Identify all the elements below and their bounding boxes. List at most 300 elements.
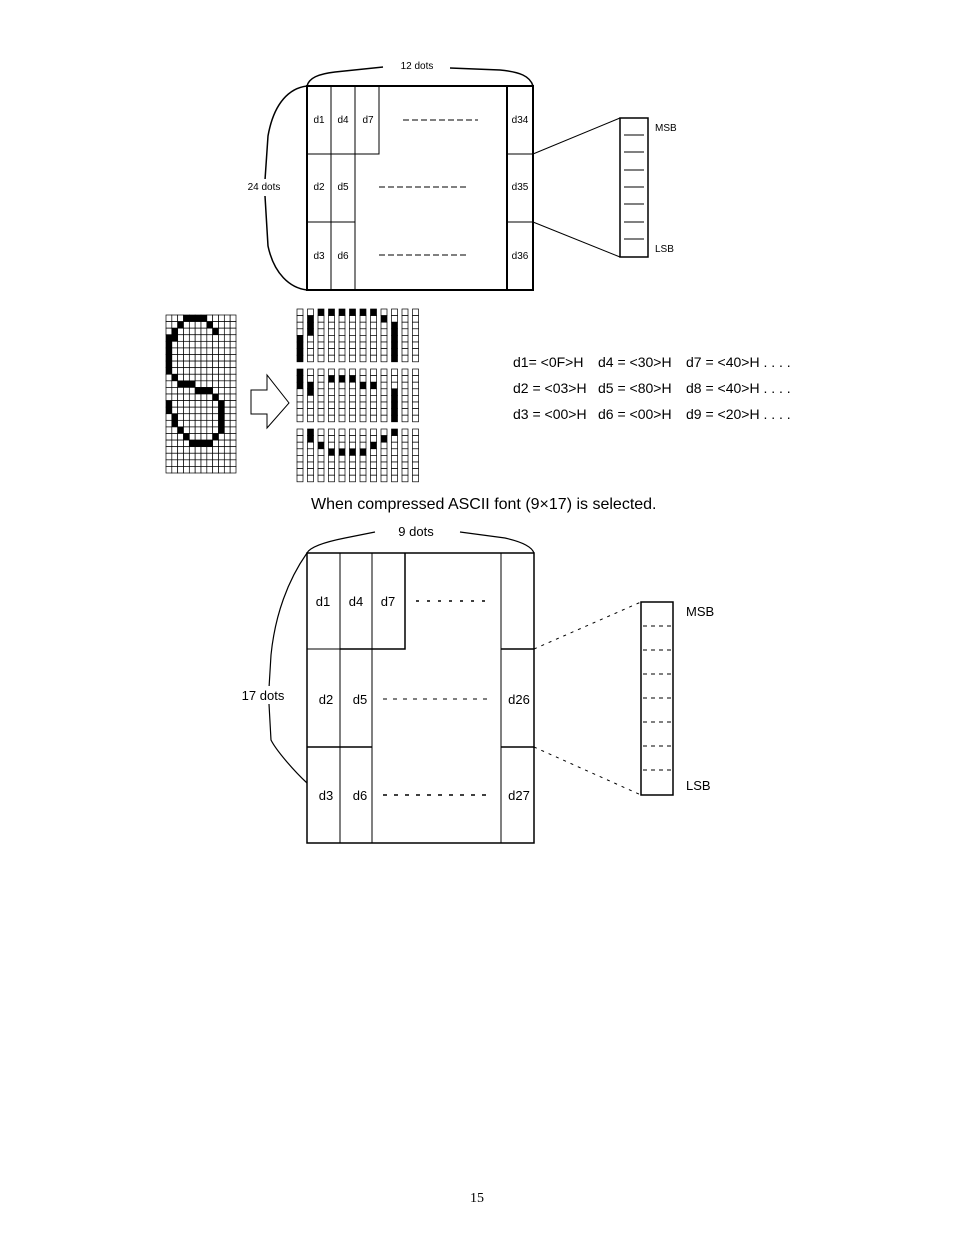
- byte-bit: [318, 409, 324, 416]
- byte-bit: [413, 402, 419, 409]
- matrix-dot: [201, 440, 207, 447]
- matrix-dot: [219, 447, 225, 454]
- matrix-dot: [189, 394, 195, 401]
- byte-bit: [360, 469, 366, 476]
- matrix-dot: [184, 381, 190, 388]
- matrix-dot: [189, 374, 195, 381]
- matrix-dot: [166, 374, 172, 381]
- matrix-dot: [195, 374, 201, 381]
- byte-bit: [318, 316, 324, 323]
- matrix-dot: [213, 466, 219, 473]
- matrix-dot: [201, 453, 207, 460]
- byte-bit: [402, 316, 408, 323]
- byte-bit: [392, 429, 398, 436]
- matrix-dot: [201, 420, 207, 427]
- cell-label: d3: [313, 251, 325, 262]
- byte-bit: [381, 455, 387, 462]
- byte-bit: [360, 429, 366, 436]
- matrix-dot: [213, 374, 219, 381]
- byte-bit: [329, 382, 335, 389]
- byte-bit: [371, 475, 377, 482]
- matrix-dot: [224, 414, 230, 421]
- byte-bit: [402, 342, 408, 349]
- byte-bit: [339, 469, 345, 476]
- matrix-dot: [207, 368, 213, 375]
- matrix-dot: [201, 315, 207, 322]
- byte-bit: [360, 402, 366, 409]
- byte-bit: [381, 449, 387, 456]
- byte-bit: [392, 389, 398, 396]
- byte-bit: [413, 436, 419, 443]
- byte-bit: [413, 369, 419, 376]
- matrix-dot: [230, 322, 236, 329]
- byte-bit: [329, 349, 335, 356]
- matrix-dot: [178, 420, 184, 427]
- matrix-dot: [207, 453, 213, 460]
- byte-bit: [392, 342, 398, 349]
- matrix-dot: [207, 440, 213, 447]
- glyph-frame: [307, 553, 534, 843]
- matrix-dot: [201, 374, 207, 381]
- byte-bit: [308, 402, 314, 409]
- byte-bit: [413, 349, 419, 356]
- byte-bit: [392, 436, 398, 443]
- byte-bit: [329, 475, 335, 482]
- matrix-dot: [184, 361, 190, 368]
- byte-bit: [339, 369, 345, 376]
- byte-bit: [381, 329, 387, 336]
- matrix-dot: [213, 341, 219, 348]
- matrix-dot: [166, 348, 172, 355]
- matrix-dot: [178, 381, 184, 388]
- matrix-dot: [201, 355, 207, 362]
- byte-bit: [297, 369, 303, 376]
- byte-bit: [329, 455, 335, 462]
- matrix-dot: [207, 315, 213, 322]
- byte-bit: [308, 316, 314, 323]
- byte-bit: [329, 429, 335, 436]
- matrix-dot: [166, 381, 172, 388]
- byte-bit: [329, 335, 335, 342]
- matrix-dot: [230, 315, 236, 322]
- byte-bit: [381, 402, 387, 409]
- byte-bit: [360, 335, 366, 342]
- matrix-dot: [213, 453, 219, 460]
- byte-bit: [360, 329, 366, 336]
- byte-bit: [402, 395, 408, 402]
- byte-bit: [413, 309, 419, 316]
- byte-bit: [360, 309, 366, 316]
- byte-bit: [318, 455, 324, 462]
- matrix-dot: [189, 407, 195, 414]
- byte-bit: [392, 442, 398, 449]
- byte-bit: [350, 355, 356, 362]
- equation: d6 = <00>H: [598, 406, 672, 422]
- matrix-dot: [178, 401, 184, 408]
- matrix-dot: [213, 414, 219, 421]
- byte-bit: [329, 309, 335, 316]
- byte-bit: [318, 402, 324, 409]
- matrix-dot: [230, 361, 236, 368]
- byte-bit: [381, 436, 387, 443]
- byte-bit: [381, 335, 387, 342]
- matrix-dot: [189, 427, 195, 434]
- byte-bit: [381, 376, 387, 383]
- byte-bit: [308, 442, 314, 449]
- byte-bit: [381, 349, 387, 356]
- byte-bit: [339, 475, 345, 482]
- byte-bit: [413, 455, 419, 462]
- byte-bit: [297, 389, 303, 396]
- byte-bit: [308, 349, 314, 356]
- byte-bit: [360, 316, 366, 323]
- byte-bit: [318, 415, 324, 422]
- byte-bit: [392, 395, 398, 402]
- matrix-dot: [178, 368, 184, 375]
- matrix-dot: [201, 335, 207, 342]
- byte-bit: [360, 455, 366, 462]
- matrix-dot: [224, 368, 230, 375]
- byte-bit: [371, 449, 377, 456]
- matrix-dot: [219, 335, 225, 342]
- byte-bit: [371, 369, 377, 376]
- byte-bit: [329, 462, 335, 469]
- byte-bit: [360, 389, 366, 396]
- byte-bit: [318, 395, 324, 402]
- byte-bit: [339, 329, 345, 336]
- byte-bit: [329, 316, 335, 323]
- byte-bit: [308, 376, 314, 383]
- matrix-dot: [166, 453, 172, 460]
- matrix-dot: [219, 322, 225, 329]
- matrix-dot: [195, 407, 201, 414]
- byte-bit: [318, 376, 324, 383]
- byte-bit: [413, 389, 419, 396]
- matrix-dot: [166, 328, 172, 335]
- byte-bit: [339, 342, 345, 349]
- matrix-dot: [230, 394, 236, 401]
- byte-bit: [413, 342, 419, 349]
- byte-bit: [360, 436, 366, 443]
- byte-bit: [318, 462, 324, 469]
- byte-bit: [350, 436, 356, 443]
- matrix-dot: [201, 407, 207, 414]
- matrix-dot: [219, 427, 225, 434]
- byte-bit: [413, 395, 419, 402]
- matrix-dot: [166, 414, 172, 421]
- matrix-dot: [195, 315, 201, 322]
- matrix-dot: [230, 466, 236, 473]
- byte-bit: [350, 395, 356, 402]
- matrix-dot: [224, 381, 230, 388]
- matrix-dot: [166, 460, 172, 467]
- equation: d2 = <03>H: [513, 380, 587, 396]
- matrix-dot: [195, 361, 201, 368]
- matrix-dot: [172, 328, 178, 335]
- byte-bit: [297, 355, 303, 362]
- matrix-dot: [207, 348, 213, 355]
- byte-bit: [402, 402, 408, 409]
- matrix-dot: [230, 427, 236, 434]
- byte-bit: [392, 335, 398, 342]
- byte-bit: [381, 442, 387, 449]
- matrix-dot: [172, 414, 178, 421]
- matrix-dot: [219, 460, 225, 467]
- byte-bit: [413, 382, 419, 389]
- matrix-dot: [224, 361, 230, 368]
- byte-bit: [413, 335, 419, 342]
- matrix-dot: [184, 427, 190, 434]
- matrix-dot: [207, 322, 213, 329]
- matrix-dot: [184, 355, 190, 362]
- matrix-dot: [213, 335, 219, 342]
- byte-bit: [381, 322, 387, 329]
- matrix-dot: [207, 414, 213, 421]
- byte-bit: [392, 455, 398, 462]
- matrix-dot: [195, 341, 201, 348]
- matrix-dot: [224, 315, 230, 322]
- letter-matrix: [166, 315, 236, 473]
- matrix-dot: [219, 341, 225, 348]
- byte-bit: [350, 462, 356, 469]
- byte-bit: [371, 436, 377, 443]
- byte-bit: [308, 355, 314, 362]
- byte-bit: [371, 429, 377, 436]
- lsb-label: LSB: [655, 244, 674, 255]
- byte-bit: [360, 322, 366, 329]
- matrix-dot: [178, 427, 184, 434]
- matrix-dot: [195, 434, 201, 441]
- byte-bit: [297, 309, 303, 316]
- byte-bit: [308, 389, 314, 396]
- byte-bit: [297, 322, 303, 329]
- byte-bit: [371, 462, 377, 469]
- matrix-dot: [224, 374, 230, 381]
- byte-bit: [350, 382, 356, 389]
- matrix-dot: [224, 420, 230, 427]
- byte-bit: [402, 469, 408, 476]
- byte-bit: [318, 355, 324, 362]
- byte-columns: [297, 309, 419, 482]
- matrix-dot: [172, 453, 178, 460]
- cell-label: d5: [337, 182, 349, 193]
- matrix-dot: [201, 381, 207, 388]
- matrix-dot: [219, 440, 225, 447]
- byte-bit: [392, 355, 398, 362]
- byte-bit: [413, 355, 419, 362]
- matrix-dot: [207, 420, 213, 427]
- matrix-dot: [172, 460, 178, 467]
- matrix-dot: [172, 434, 178, 441]
- matrix-dot: [201, 394, 207, 401]
- matrix-dot: [195, 322, 201, 329]
- byte-bit: [371, 409, 377, 416]
- byte-bit: [360, 376, 366, 383]
- matrix-dot: [172, 374, 178, 381]
- byte-bit: [339, 462, 345, 469]
- matrix-dot: [184, 466, 190, 473]
- matrix-dot: [172, 427, 178, 434]
- byte-bit: [318, 322, 324, 329]
- byte-bit: [371, 309, 377, 316]
- matrix-dot: [189, 447, 195, 454]
- matrix-dot: [178, 466, 184, 473]
- equation-row: [686, 406, 791, 422]
- matrix-dot: [166, 420, 172, 427]
- equation: d7 = <40>H . . . .: [686, 354, 791, 370]
- byte-bit: [329, 449, 335, 456]
- byte-bit: [413, 442, 419, 449]
- byte-bit: [371, 322, 377, 329]
- matrix-dot: [230, 440, 236, 447]
- matrix-dot: [184, 335, 190, 342]
- byte-bit: [381, 415, 387, 422]
- byte-bit: [402, 462, 408, 469]
- matrix-dot: [178, 328, 184, 335]
- matrix-dot: [230, 355, 236, 362]
- byte-bit: [371, 316, 377, 323]
- byte-bit: [371, 442, 377, 449]
- matrix-dot: [195, 368, 201, 375]
- matrix-dot: [230, 374, 236, 381]
- matrix-dot: [178, 315, 184, 322]
- matrix-dot: [219, 368, 225, 375]
- byte-bit: [413, 469, 419, 476]
- byte-bit: [381, 429, 387, 436]
- byte-bit: [402, 322, 408, 329]
- matrix-dot: [207, 434, 213, 441]
- byte-bit: [402, 335, 408, 342]
- cell-label: d1: [313, 115, 325, 126]
- byte-bit: [339, 436, 345, 443]
- matrix-dot: [184, 407, 190, 414]
- byte-bit: [297, 409, 303, 416]
- cell-label: d36: [511, 251, 529, 262]
- page-number: 15: [470, 1191, 484, 1206]
- byte-bit: [329, 376, 335, 383]
- byte-bit: [318, 369, 324, 376]
- byte-bit: [339, 389, 345, 396]
- byte-bit: [371, 355, 377, 362]
- matrix-dot: [184, 368, 190, 375]
- matrix-dot: [219, 414, 225, 421]
- byte-bit: [402, 355, 408, 362]
- matrix-dot: [189, 453, 195, 460]
- matrix-dot: [213, 381, 219, 388]
- byte-bit: [318, 436, 324, 443]
- matrix-dot: [230, 453, 236, 460]
- byte-bit: [381, 462, 387, 469]
- matrix-dot: [195, 394, 201, 401]
- byte-bit: [329, 415, 335, 422]
- byte-bit: [297, 329, 303, 336]
- byte-bit: [318, 382, 324, 389]
- matrix-dot: [213, 355, 219, 362]
- byte-bit: [297, 442, 303, 449]
- cell-label: d35: [511, 182, 529, 193]
- matrix-dot: [224, 341, 230, 348]
- equation-row: [598, 380, 672, 396]
- matrix-dot: [219, 453, 225, 460]
- matrix-dot: [207, 374, 213, 381]
- cell-label: d2: [313, 182, 325, 193]
- byte-bit: [371, 376, 377, 383]
- matrix-dot: [195, 387, 201, 394]
- byte-bit: [339, 309, 345, 316]
- matrix-dot: [213, 315, 219, 322]
- byte-bit: [413, 316, 419, 323]
- matrix-dot: [207, 466, 213, 473]
- matrix-dot: [166, 394, 172, 401]
- byte-bit: [329, 355, 335, 362]
- matrix-dot: [230, 460, 236, 467]
- matrix-dot: [172, 420, 178, 427]
- byte-bit: [350, 429, 356, 436]
- matrix-dot: [178, 374, 184, 381]
- matrix-dot: [213, 328, 219, 335]
- matrix-dot: [166, 341, 172, 348]
- matrix-dot: [201, 414, 207, 421]
- cell-label: d26: [508, 692, 530, 707]
- matrix-dot: [172, 407, 178, 414]
- byte-bit: [329, 395, 335, 402]
- matrix-dot: [178, 355, 184, 362]
- byte-bit: [329, 409, 335, 416]
- cell-label: d5: [352, 692, 368, 707]
- matrix-dot: [195, 328, 201, 335]
- byte-bit: [329, 329, 335, 336]
- byte-bit: [308, 369, 314, 376]
- matrix-dot: [230, 414, 236, 421]
- matrix-dot: [207, 460, 213, 467]
- byte-bit: [318, 335, 324, 342]
- byte-bit: [402, 415, 408, 422]
- byte-bit: [339, 376, 345, 383]
- matrix-dot: [172, 447, 178, 454]
- byte-bit: [339, 322, 345, 329]
- cell-label: d7: [380, 594, 396, 609]
- matrix-dot: [189, 434, 195, 441]
- byte-bit: [413, 409, 419, 416]
- matrix-dot: [178, 414, 184, 421]
- equation-row: [513, 380, 587, 396]
- byte-bit: [329, 322, 335, 329]
- equation-row: [598, 406, 672, 422]
- msb-label: MSB: [655, 123, 677, 134]
- byte-bit: [392, 382, 398, 389]
- byte-bit: [339, 395, 345, 402]
- byte-bit: [402, 409, 408, 416]
- equation-row: [513, 354, 583, 370]
- byte-bit: [308, 462, 314, 469]
- height-label: 17 dots: [241, 688, 285, 703]
- byte-bit: [392, 369, 398, 376]
- byte-bit: [413, 415, 419, 422]
- matrix-dot: [189, 381, 195, 388]
- cell-label: d2: [318, 692, 334, 707]
- lsb-label: LSB: [686, 778, 711, 793]
- byte-bit: [402, 442, 408, 449]
- byte-bit: [339, 402, 345, 409]
- matrix-dot: [184, 414, 190, 421]
- caption: When compressed ASCII font (9×17) is selected.: [311, 496, 657, 513]
- byte-bit: [339, 335, 345, 342]
- matrix-dot: [172, 341, 178, 348]
- byte-bit: [360, 475, 366, 482]
- matrix-dot: [184, 420, 190, 427]
- byte-bit: [392, 415, 398, 422]
- byte-bit: [381, 389, 387, 396]
